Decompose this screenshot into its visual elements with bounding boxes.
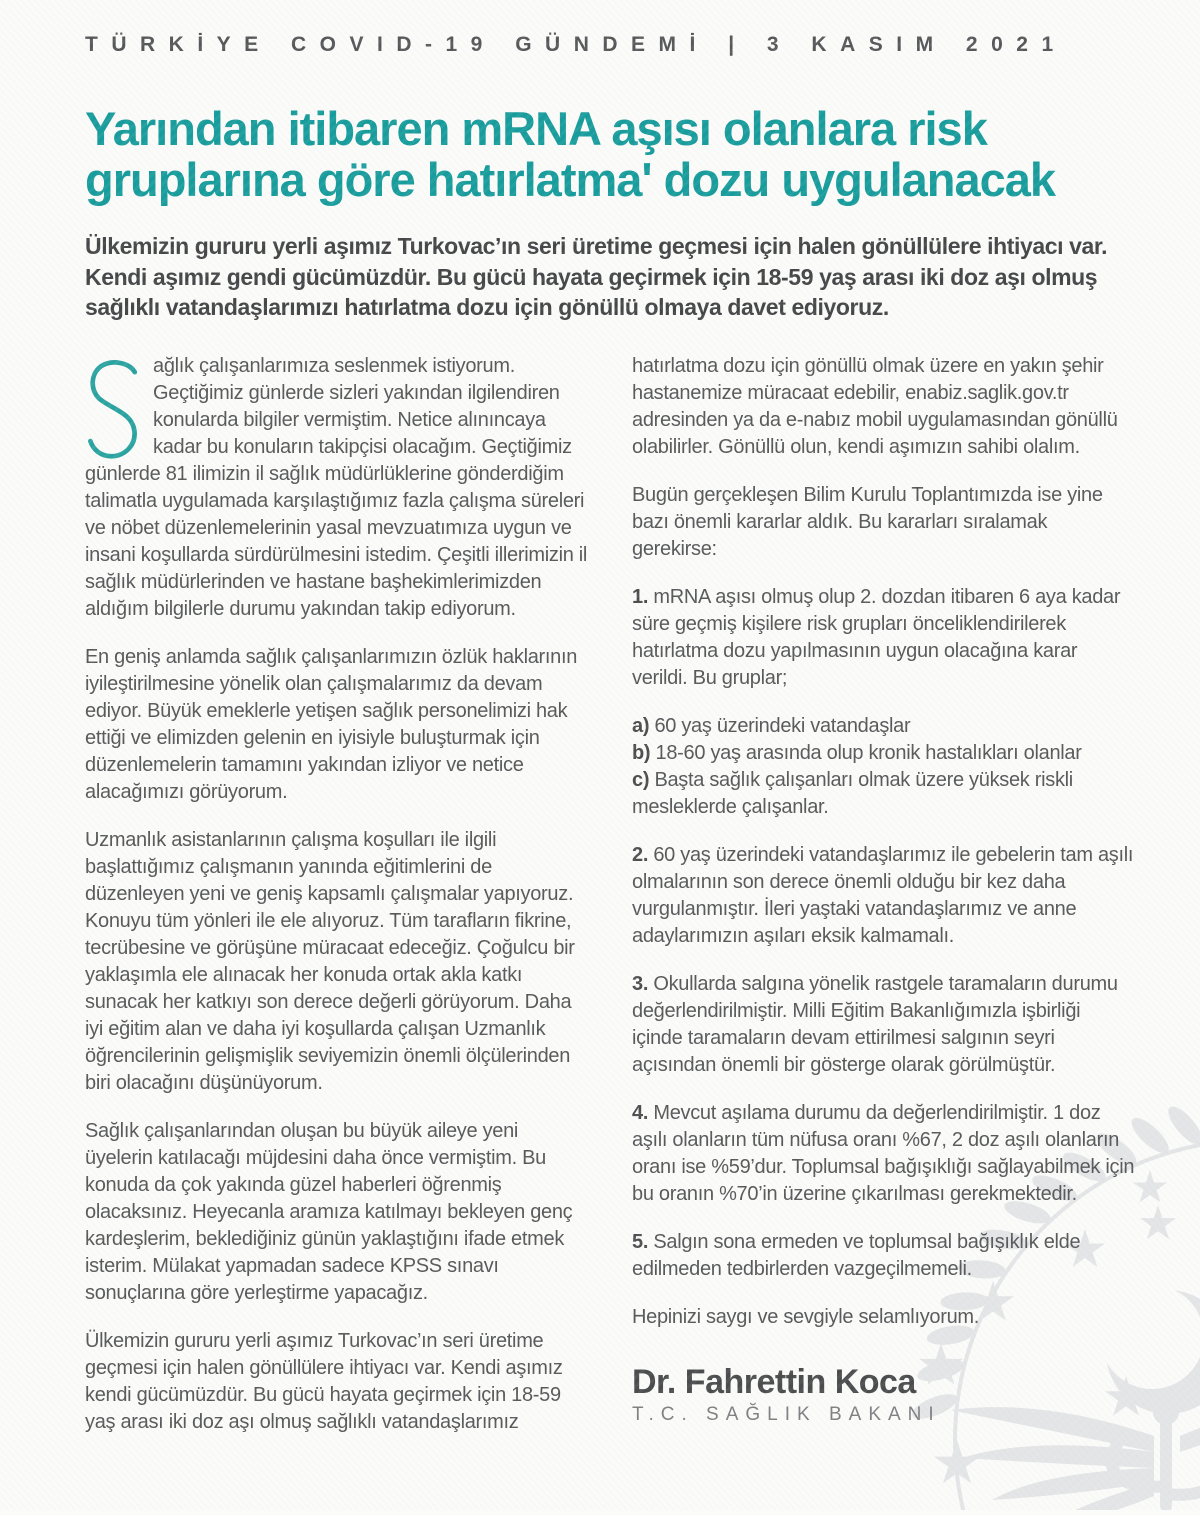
intro-paragraph: Ülkemizin gururu yerli aşımız Turkovac’ın seri üretime geçmesi için halen gönüllülere ihtiyacı var. Kendi aşımız gendi gücümüzdür. Bu gücü hayata geçirmek için 18-59 yaş arası iki doz aşı olmuş sağlıklı vatandaşlarımızı hatırlatma dozu için gönüllü olmaya davet ediyoruz. <box>85 233 1108 321</box>
list-marker: b) <box>632 741 651 764</box>
drop-cap-S-icon <box>85 357 143 461</box>
list-item-text: 18-60 yaş arasında olup kronik hastalıkları olanlar <box>650 741 1082 764</box>
paragraph: hatırlatma dozu için gönüllü olmak üzere en yakın şehir hastanemize müracaat edebilir, enabiz.saglik.gov.tr adresinden ya da e-nabız mobil uygulamasından gönüllü olabilirler. Gönüllü olun, kendi aşımızın sahibi olalım. <box>632 354 1118 458</box>
paragraph: Ülkemizin gururu yerli aşımız Turkovac’ın seri üretime geçmesi için halen gönüllülere ihtiyacı var. Kendi aşımız kendi gücümüzdür. Bu gücü hayata geçirmek için 18-59 yaş arası iki doz aşı olmuş sağlıklı vatandaşlarımız <box>85 1329 563 1433</box>
lead-paragraph <box>85 353 588 623</box>
list-marker: c) <box>632 768 650 791</box>
list-marker: a) <box>632 714 650 737</box>
numbered-item-4 <box>632 1100 1135 1208</box>
numbered-item-2 <box>632 842 1135 950</box>
numbered-item-3 <box>632 971 1135 1079</box>
paragraph-text: ağlık çalışanlarımıza seslenmek istiyorum. Geçtiğimiz günlerde sizleri yakından ilgilendiren konularda bilgiler vermiştim. Netice alınıncaya kadar bu konuların takipçisi olacağım. Geçtiğimiz günlerde 81 ilimizin il sağlık müdürlüklerine gönderdiğim talimatla uygulamada karşılaştığımız fazla çalışma süreleri ve nöbet düzenlemelerinin yasal mevzuatımıza uygun ve insani koşullarda sürdürülmesini istedim. Çeşitli illerimizin il sağlık müdürlerinden ve hastane başhekimlerimizden aldığım bilgilerle durumu yakından takip ediyorum. <box>85 354 588 620</box>
item-text: mRNA aşısı olmuş olup 2. dozdan itibaren 6 aya kadar süre geçmiş kişilere risk grupları önceliklendirilerek hatırlatma dozu yapılmasının uygun olacağına karar verildi. Bu gruplar; <box>632 585 1121 689</box>
signature-name: Dr. Fahrettin Koca <box>632 1362 916 1401</box>
item-text: Mevcut aşılama durumu da değerlendirilmiştir. 1 doz aşılı olanların tüm nüfusa oranı %67, 2 doz aşılı olanların oranı ise %59’dur. Toplumsal bağışıklığı sağlayabilmek için bu oranın %70’in üzerine çıkarılması gerekmektedir. <box>632 1101 1135 1205</box>
left-column <box>85 353 588 1436</box>
headline-line-1: Yarından itibaren mRNA aşısı olanlara risk <box>85 102 987 155</box>
item-text: Okullarda salgına yönelik rastgele taramaların durumu değerlendirilmiştir. Milli Eğitim Bakanlığımızla işbirliği içinde taramaların devam ettirilmesi salgının seyri açısından önemli bir gösterge olarak görülmüştür. <box>632 972 1118 1076</box>
paragraph: Sağlık çalışanlarından oluşan bu büyük aileye yeni üyelerin katılacağı müjdesini daha önce vermiştim. Bu konuda da çok yakında güzel haberleri öğrenmiş olacaksınız. Heyecanla aramıza katılmayı bekleyen genç kardeşlerim, beklediğiniz günün yaklaştığını ifade etmek isterim. Mülakat yapmadan sadece KPSS sınavı sonuçlarına göre yerleştirme yapacağız. <box>85 1119 573 1304</box>
list-item-text: 60 yaş üzerindeki vatandaşlar <box>649 714 911 737</box>
numbered-item-5 <box>632 1229 1135 1283</box>
item-number: 5. <box>632 1230 649 1253</box>
item-number: 2. <box>632 843 649 866</box>
list-item-c <box>632 767 1135 821</box>
article-columns <box>85 353 1135 1436</box>
list-item-a <box>632 713 1135 740</box>
paragraph: En geniş anlamda sağlık çalışanlarımızın özlük haklarının iyileştirilmesine yönelik olan çalışmalarımız da devam ediyor. Büyük emeklerle yetişen sağlık personelimizi hak ettiği ve elimizden gelenin en iyisiyle buluşturmak için düzenlemelerin tamamını yakından izliyor ve netice alacağımızı görüyorum. <box>85 645 578 803</box>
item-number: 1. <box>632 585 649 608</box>
item-number: 4. <box>632 1101 649 1124</box>
risk-group-list <box>632 713 1135 821</box>
paragraph: Uzmanlık asistanlarının çalışma koşulları ile ilgili başlattığımız çalışmanın yanında eğitimlerini de düzenleyen yeni ve geniş kapsamlı çalışmalar yapıyoruz. Konuyu tüm yönleri ile ele alıyoruz. Tüm tarafların fikrine, tecrübesine ve görüşüne müracaat edeceğiz. Çoğulcu bir yaklaşımla ele alınacak her konuda ortak akla katkı sunacak her katkıyı son derece değerli görüyorum. Daha iyi eğitim alan ve daha iyi koşullarda çalışan Uzmanlık öğrencilerinin gelişmişlik seviyemizin önemli ölçülerinden biri olacağını düşünüyorum. <box>85 828 575 1094</box>
item-text: 60 yaş üzerindeki vatandaşlarımız ile gebelerin tam aşılı olmalarının son derece önemli olduğu bir kez daha vurgulanmıştır. İleri yaştaki vatandaşlarımız ve anne adaylarımızın aşıları eksik kalmamalı. <box>632 843 1134 947</box>
list-item-b <box>632 740 1135 767</box>
paragraph: Bugün gerçekleşen Bilim Kurulu Toplantımızda ise yine bazı önemli kararlar aldık. Bu kararları sıralamak gerekirse: <box>632 483 1103 560</box>
closing-line: Hepinizi saygı ve sevgiyle selamlıyorum. <box>632 1305 980 1328</box>
page-title <box>85 103 1115 205</box>
signature <box>632 1362 1135 1428</box>
list-item-text: Başta sağlık çalışanları olmak üzere yüksek riskli mesleklerde çalışanlar. <box>632 768 1073 818</box>
kicker: TÜRKİYE COVID-19 GÜNDEMİ | 3 KASIM 2021 <box>85 33 1067 56</box>
item-text: Salgın sona ermeden ve toplumsal bağışıklık elde edilmeden tedbirlerden vazgeçilmemeli. <box>632 1230 1081 1280</box>
numbered-item-1 <box>632 584 1135 692</box>
item-number: 3. <box>632 972 649 995</box>
signature-title: T.C. SAĞLIK BAKANI <box>632 1403 941 1425</box>
right-column <box>632 353 1135 1428</box>
headline-line-2: gruplarına göre hatırlatma' dozu uygulanacak <box>85 153 1056 207</box>
